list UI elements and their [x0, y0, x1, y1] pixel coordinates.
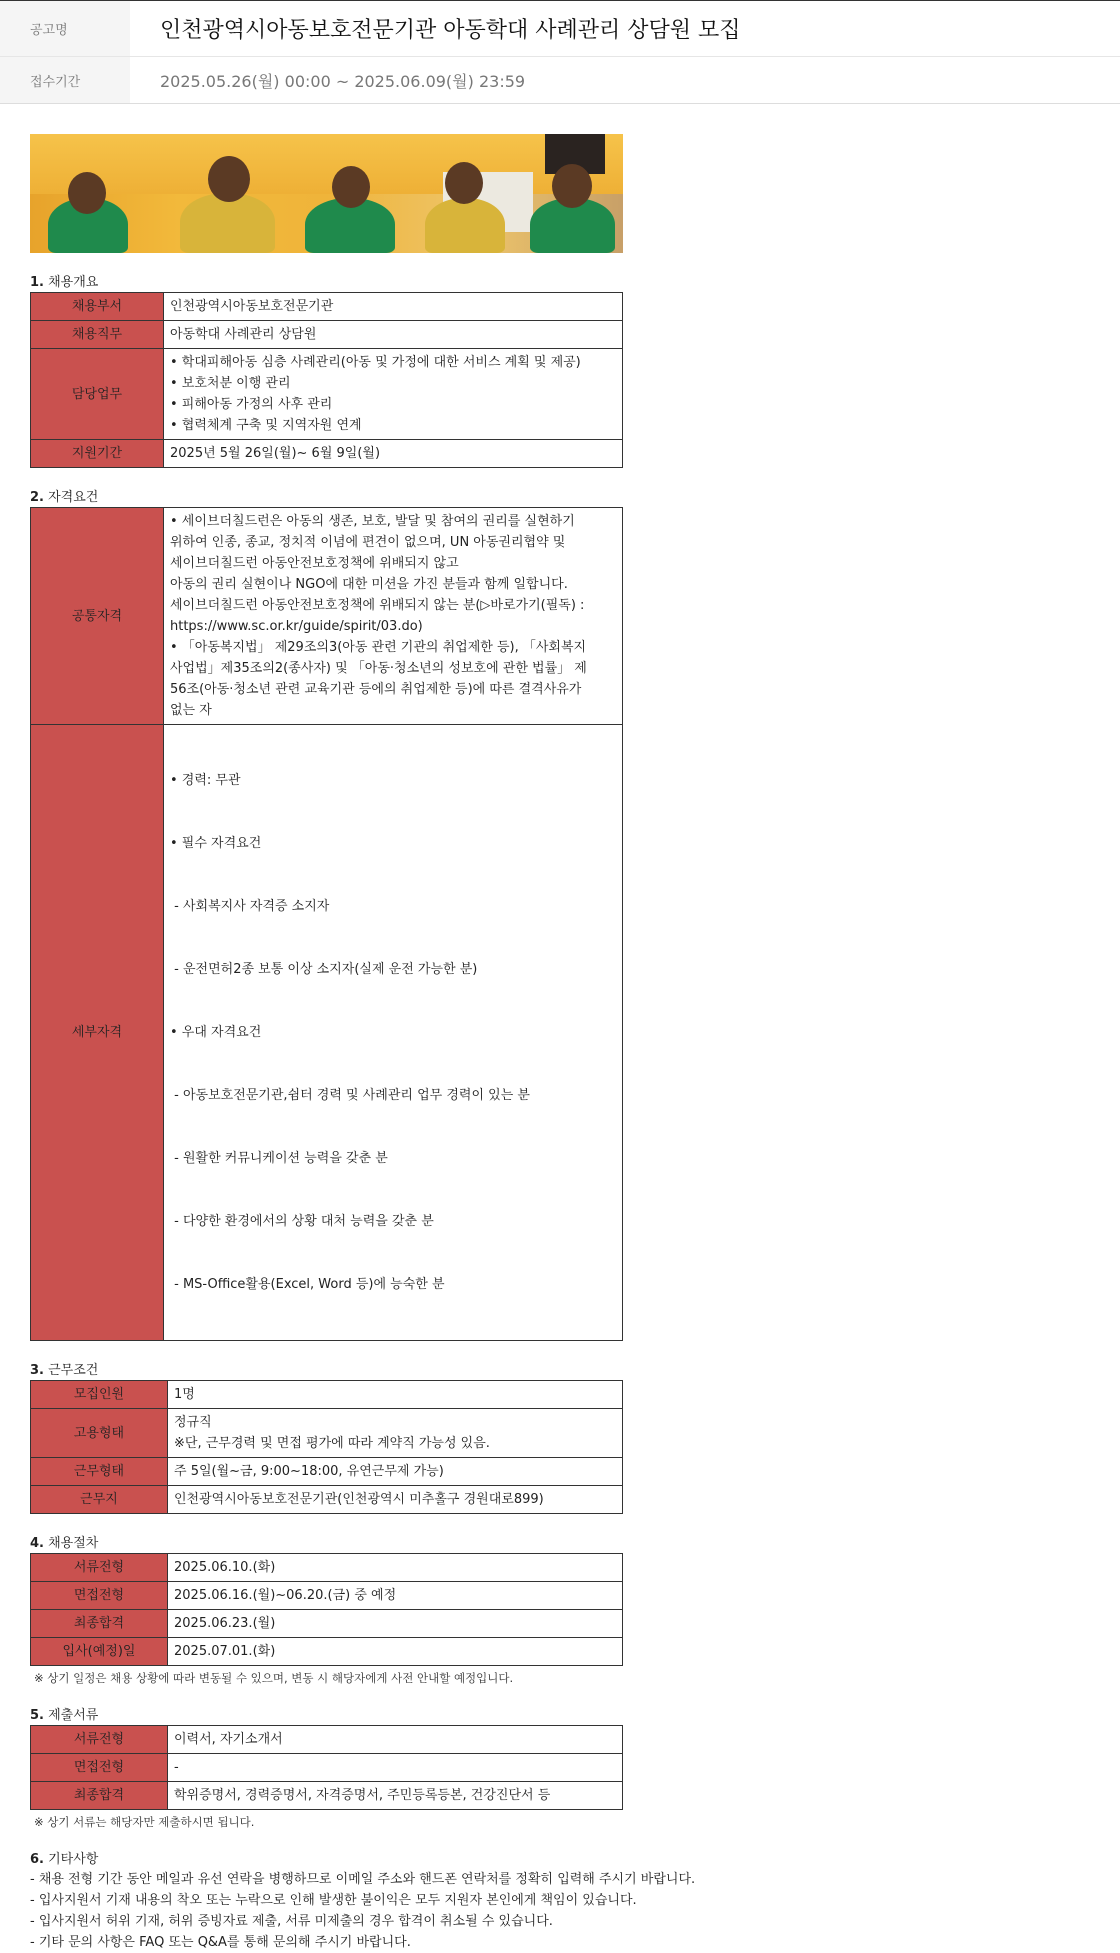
- notice-meta: [0, 0, 1120, 104]
- section-2-heading: 2. 자격요건: [30, 490, 99, 505]
- page-title: 인천광역시아동보호전문기관 아동학대 사례관리 상담원 모집: [160, 18, 741, 43]
- banner-image: [30, 134, 623, 253]
- list-item: - 입사지원서 기재 내용의 착오 또는 누락으로 인해 발생한 불이익은 모두 지원자 본인에게 책임이 있습니다.: [30, 1893, 637, 1908]
- schedule-note: ※ 상기 일정은 채용 상황에 따라 변동될 수 있으며, 변동 시 해당자에게 사전 안내할 예정입니다.: [34, 1671, 514, 1685]
- table-row: 근무지 인천광역시아동보호전문기관(인천광역시 미추홀구 경원대로899): [31, 1486, 623, 1514]
- application-period: 2025.05.26(월) 00:00 ~ 2025.06.09(월) 23:59: [160, 71, 526, 91]
- list-item: - 기타 문의 사항은 FAQ 또는 Q&A를 통해 문의해 주시기 바랍니다.: [30, 1935, 411, 1950]
- table-row: 세부자격 • 경력: 무관 • 필수 자격요건 - 사회복지사 자격증 소지자 - 운전면허2종 보통 이상 소지자(실제 운전 가능한 분) • 우대 자격요건 - 아동보호전문기관,쉼터 경력 및 사례관리 업무 경력이 있는 분 - 원활한 커뮤니케이션 능력을 갖춘 분 - 다양한 환경에서의 상황 대처 능력을 갖춘 분 - MS-Office활용(Excel, Word 등)에 능숙한 분: [31, 725, 623, 1341]
- section-5-table: [30, 1725, 623, 1810]
- section-1-heading: 1. 채용개요: [30, 275, 99, 290]
- section-5-heading: 5. 제출서류: [30, 1708, 99, 1723]
- table-row: 채용부서 인천광역시아동보호전문기관: [31, 293, 623, 321]
- table-row: 근무형태 주 5일(월~금, 9:00~18:00, 유연근무제 가능): [31, 1458, 623, 1486]
- table-row: 서류전형 2025.06.10.(화): [31, 1554, 623, 1582]
- period-row: [0, 57, 1120, 103]
- table-row: 면접전형 2025.06.16.(월)~06.20.(금) 중 예정: [31, 1582, 623, 1610]
- table-row: 면접전형 -: [31, 1754, 623, 1782]
- section-4-heading: 4. 채용절차: [30, 1536, 99, 1551]
- title-label: 공고명: [0, 1, 130, 56]
- list-item: - 채용 전형 기간 동안 메일과 유선 연락을 병행하므로 이메일 주소와 핸드폰 연락처를 정확히 입력해 주시기 바랍니다.: [30, 1872, 696, 1887]
- section-3-heading: 3. 근무조건: [30, 1363, 99, 1378]
- table-row: 고용형태 정규직 ※단, 근무경력 및 면접 평가에 따라 계약직 가능성 있음.: [31, 1409, 623, 1458]
- section-6-heading: 6. 기타사항: [30, 1852, 99, 1867]
- section-4-table: [30, 1553, 623, 1666]
- period-label: 접수기간: [0, 57, 130, 103]
- table-row: 지원기간 2025년 5월 26일(월)~ 6월 9일(월): [31, 440, 623, 468]
- section-2-table: [30, 507, 623, 1341]
- section-1-table: [30, 292, 623, 468]
- section-3-table: [30, 1380, 623, 1514]
- table-row: 공통자격 • 세이브더칠드런은 아동의 생존, 보호, 발달 및 참여의 권리를 실현하기 위하여 인종, 종교, 정치적 이념에 편견이 없으며, UN 아동권리협약 및 세이브더칠드런 아동안전보호정책에 위배되지 않고 아동의 권리 실현이나 NGO에 대한 미션을 가진 분들과 함께 일합니다. 세이브더칠드런 아동안전보호정책에 위배되지 않는 분(▷바로가기(필독) : https://www.sc.or.kr/guide/spirit/03.do) • 「아동복지법」 제29조의3(아동 관련 기관의 취업제한 등), 「사회복지 사업법」제35조의2(종사자) 및 「아동·청소년의 성보호에 관한 법률」 제 56조(아동·청소년 관련 교육기관 등에의 취업제한 등)에 따른 결격사유가 없는 자: [31, 508, 623, 725]
- other-notes: [30, 1869, 1120, 1953]
- title-row: [0, 1, 1120, 57]
- table-row: 담당업무 • 학대피해아동 심층 사례관리(아동 및 가정에 대한 서비스 계획 및 제공) • 보호처분 이행 관리 • 피해아동 가정의 사후 관리 • 협력체계 구축 및 지역자원 연계: [31, 349, 623, 440]
- notice-body: [0, 104, 1120, 1953]
- table-row: 입사(예정)일 2025.07.01.(화): [31, 1638, 623, 1666]
- table-row: 채용직무 아동학대 사례관리 상담원: [31, 321, 623, 349]
- table-row: 최종합격 학위증명서, 경력증명서, 자격증명서, 주민등록등본, 건강진단서 등: [31, 1782, 623, 1810]
- table-row: 최종합격 2025.06.23.(월): [31, 1610, 623, 1638]
- table-row: 서류전형 이력서, 자기소개서: [31, 1726, 623, 1754]
- list-item: - 입사지원서 허위 기재, 허위 증빙자료 제출, 서류 미제출의 경우 합격이 취소될 수 있습니다.: [30, 1914, 553, 1929]
- documents-note: ※ 상기 서류는 해당자만 제출하시면 됩니다.: [34, 1815, 255, 1829]
- table-row: 모집인원 1명: [31, 1381, 623, 1409]
